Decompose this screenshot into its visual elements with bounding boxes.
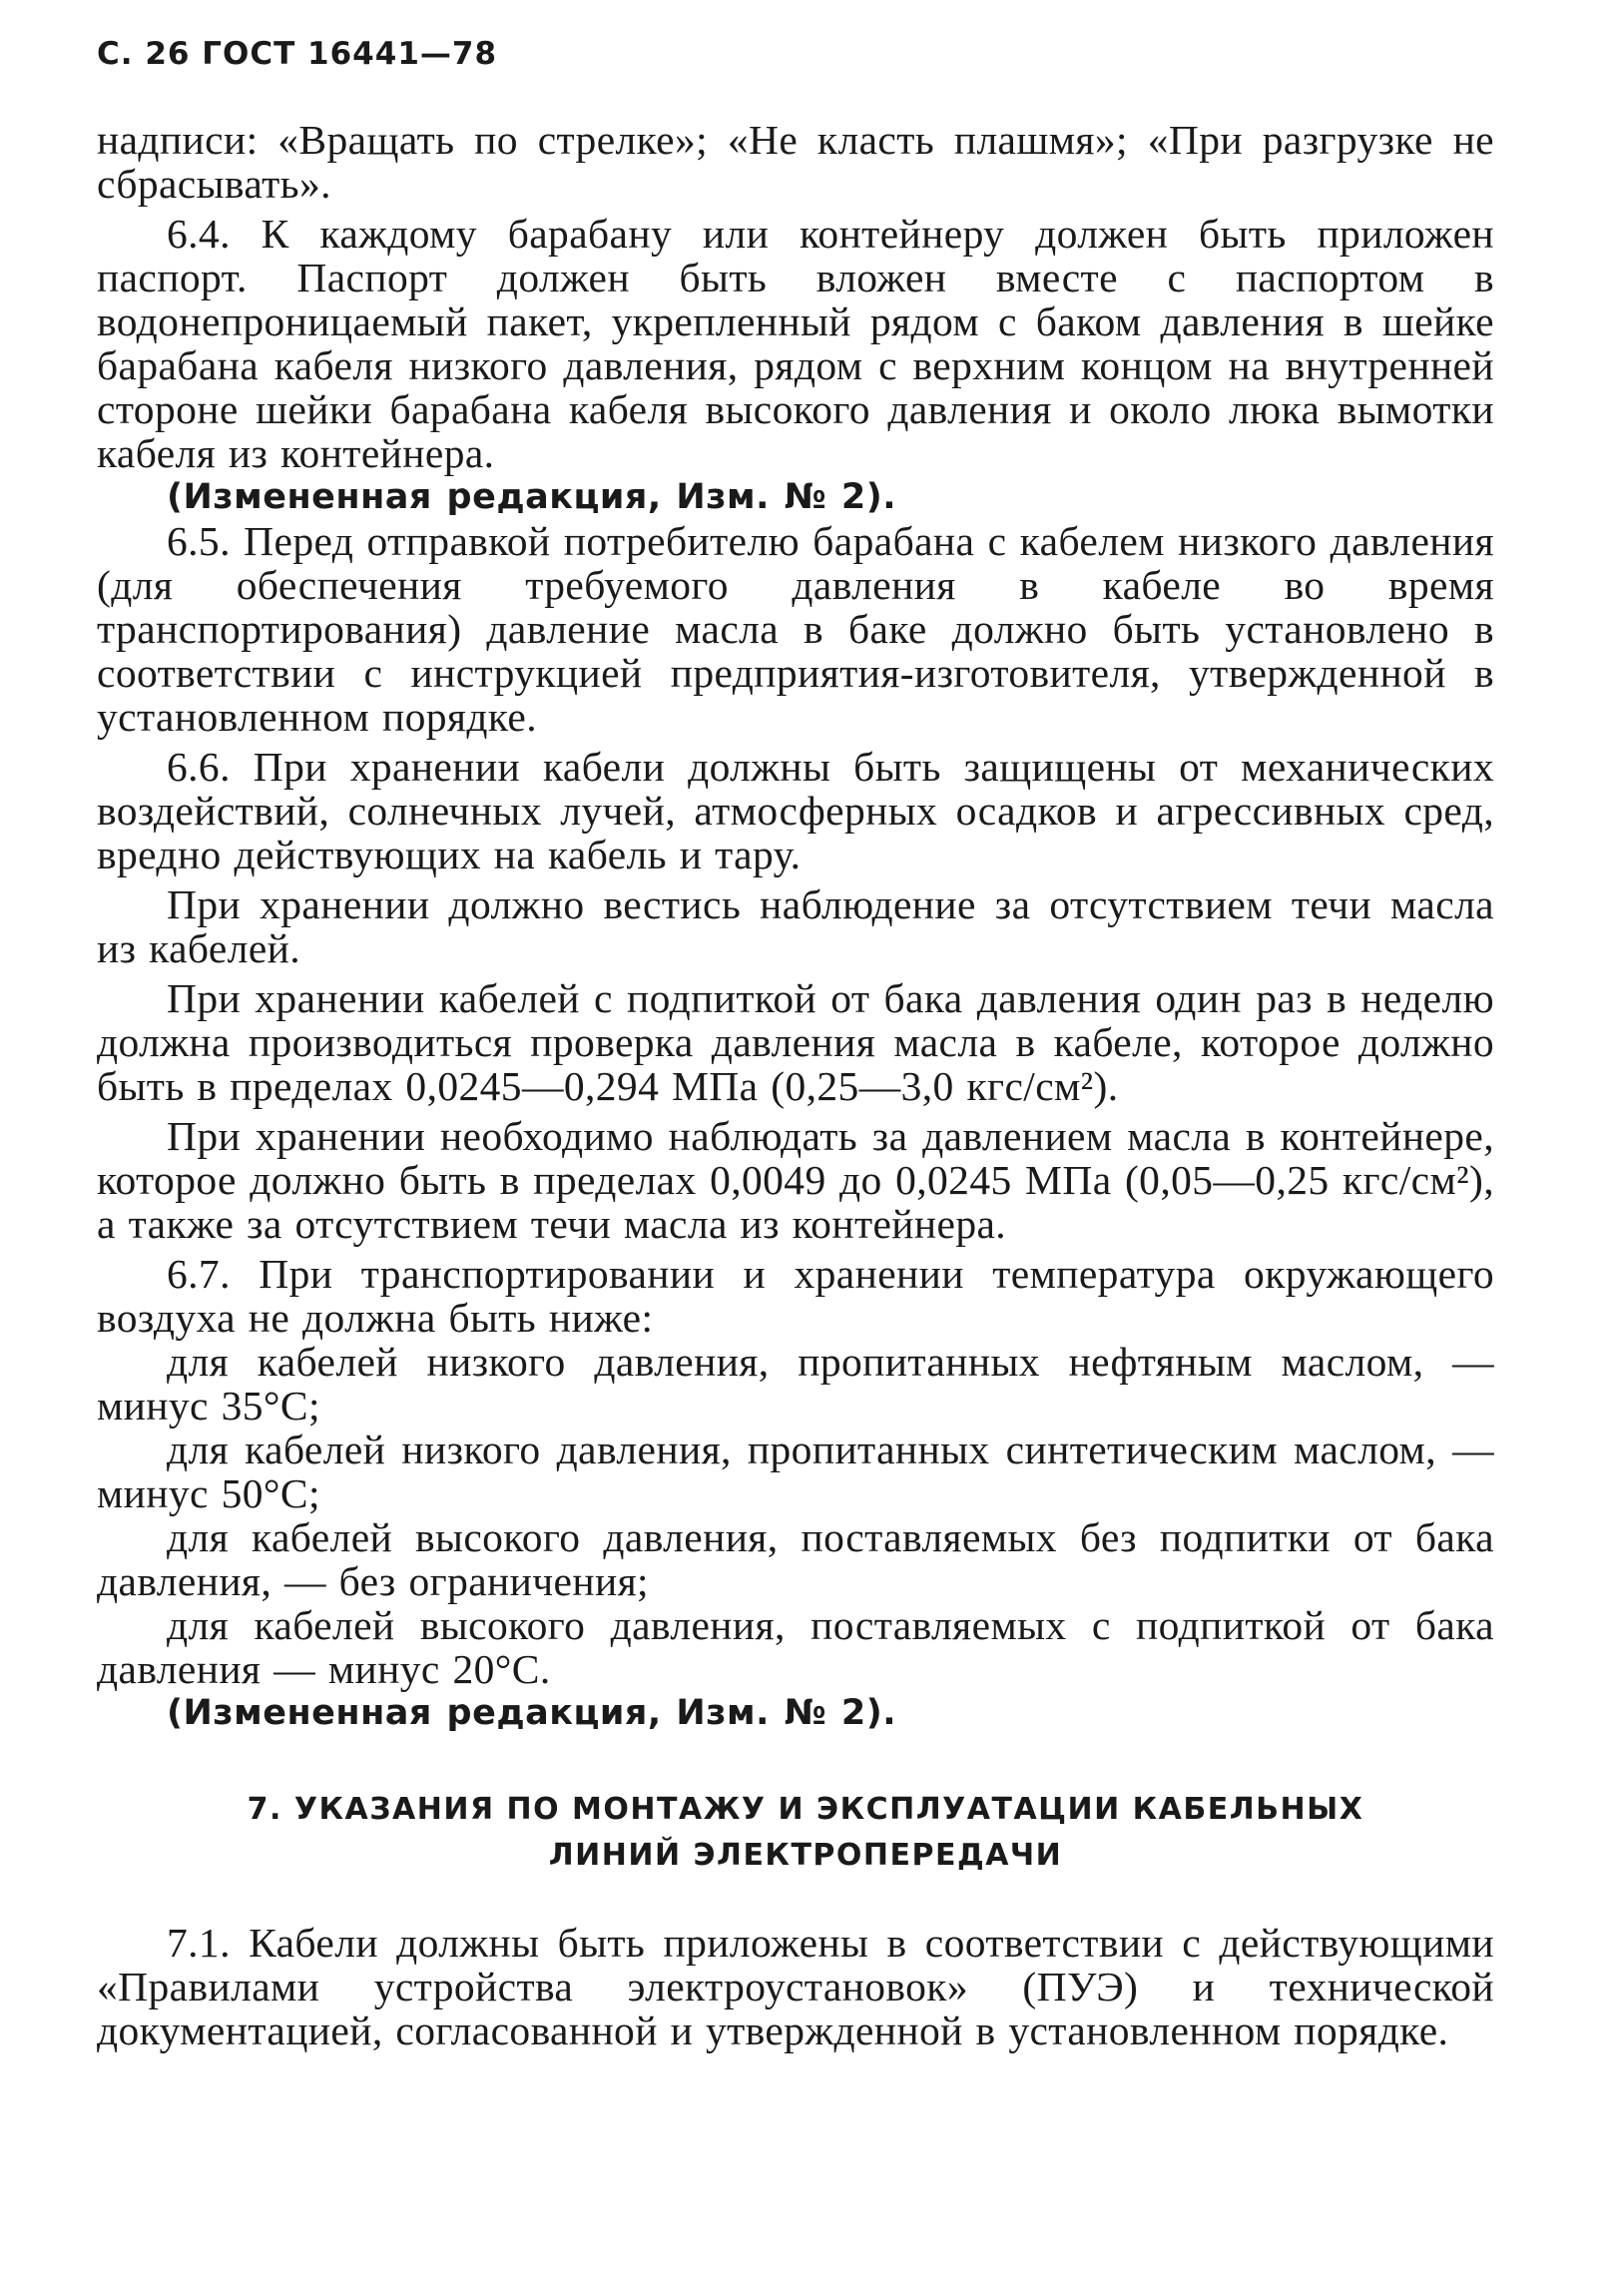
paragraph: надписи: «Вращать по стрелке»; «Не класть плашмя»; «При разгрузке не сбрасывать». [97, 117, 1494, 207]
paragraph: для кабелей низкого давления, пропитанных нефтяным маслом, — минус 35°С; [97, 1339, 1494, 1429]
paragraph: для кабелей высокого давления, поставляемых без подпитки от бака давления, — без ограничения; [97, 1514, 1494, 1604]
body-text [97, 118, 1494, 1735]
paragraph: При хранении должно вестись наблюдение за отсутствием течи масла из кабелей. [97, 881, 1494, 971]
paragraph-6-6: 6.6. При хранении кабели должны быть защищены от механических воздействий, солнечных лучей, атмосферных осадков и агрессивных сред, вредно действующих на кабель и тару. [97, 744, 1494, 877]
amendment-note: (Измененная редакция, Изм. № 2). [167, 1693, 897, 1733]
paragraph-6-4: 6.4. К каждому барабану или контейнеру должен быть приложен паспорт. Паспорт должен быть вложен вместе с паспортом в водонепроницаемый пакет, укрепленный рядом с баком давления в шейке барабана кабеля низкого давления, рядом с верхним концом на внутренней стороне шейки барабана кабеля высокого давления и около люка вымотки кабеля из контейнера. [97, 211, 1494, 476]
paragraph: для кабелей низкого давления, пропитанных синтетическим маслом, — минус 50°С; [97, 1427, 1494, 1516]
document-page [97, 34, 1494, 2052]
amendment-note: (Измененная редакция, Изм. № 2). [167, 477, 897, 517]
paragraph: для кабелей высокого давления, поставляемых с подпиткой от бака давления — минус 20°С. [97, 1602, 1494, 1692]
page-header: С. 26 ГОСТ 16441—78 [97, 36, 498, 72]
paragraph-6-7: 6.7. При транспортировании и хранении температура окружающего воздуха не должна быть ниже: [97, 1251, 1494, 1341]
section-heading-line: ЛИНИЙ ЭЛЕКТРОПЕРЕДАЧИ [548, 1838, 1063, 1873]
paragraph: При хранении кабелей с подпиткой от бака давления один раз в неделю должна производиться проверка давления масла в кабеле, которое должно быть в пределах 0,0245—0,294 МПа (0,25—3,0 кгс/см²). [97, 975, 1494, 1109]
paragraph: При хранении необходимо наблюдать за давлением масла в контейнере, которое должно быть в пределах 0,0049 до 0,0245 МПа (0,05—0,25 кгс/см²), а также за отсутствием течи масла из контейнера. [97, 1113, 1494, 1247]
paragraph-7-1: 7.1. Кабели должны быть приложены в соответствии с действующими «Правилами устройства электроустановок» (ПУЭ) и технической документацией, согласованной и утвержденной в установленном порядке. [97, 1920, 1494, 2053]
paragraph-6-5: 6.5. Перед отправкой потребителю барабана с кабелем низкого давления (для обеспечения требуемого давления в кабеле во время транспортирования) давление масла в баке должно быть установлено в соответствии с инструкцией предприятия-изготовителя, утвержденной в установленном порядке. [97, 518, 1494, 740]
section-body [97, 1921, 1494, 2052]
section-heading-line: 7. УКАЗАНИЯ ПО МОНТАЖУ И ЭКСПЛУАТАЦИИ КАБЕЛЬНЫХ [247, 1792, 1364, 1827]
section-heading [97, 1787, 1494, 1879]
